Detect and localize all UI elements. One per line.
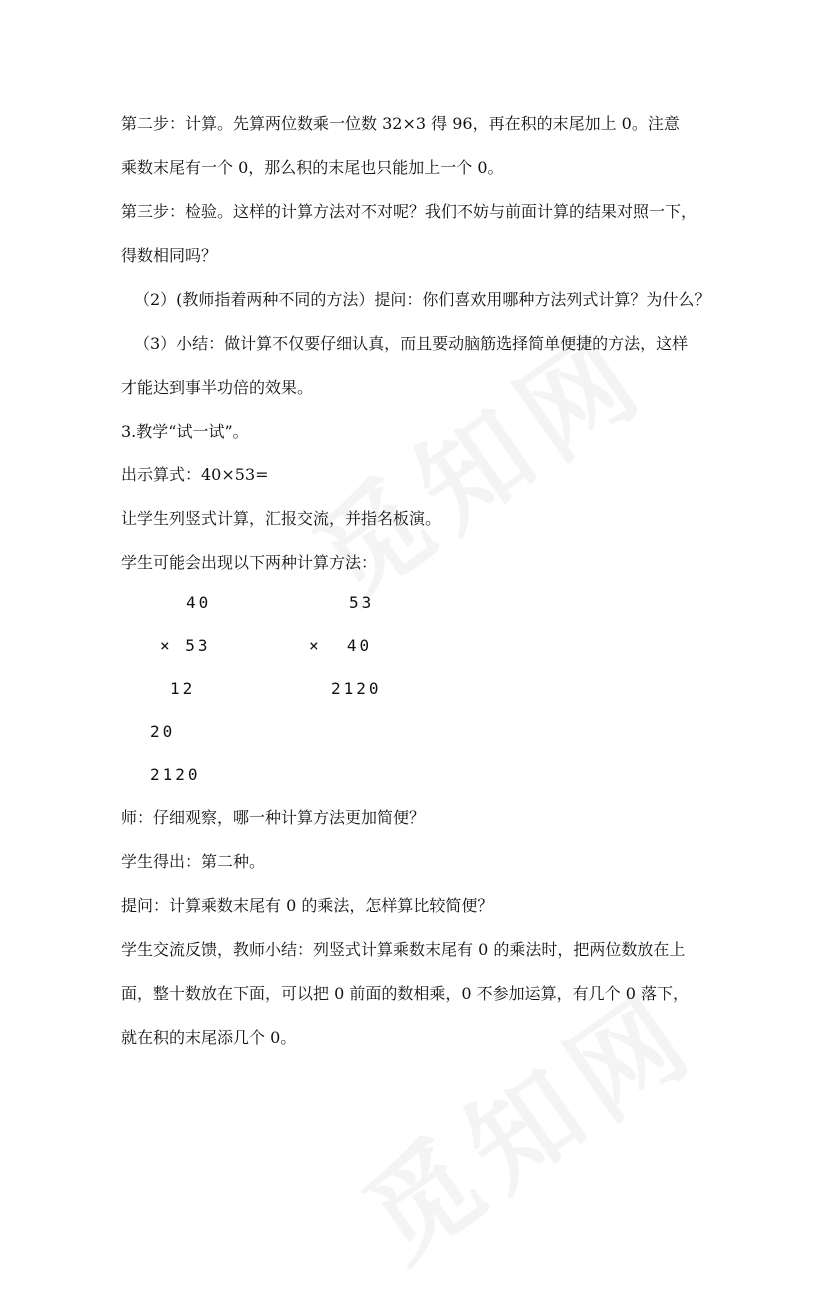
paragraph-question: 提问：计算乘数末尾有 0 的乘法，怎样算比较简便？ [121,896,494,915]
paragraph-conclusion-end: 就在积的末尾添几个 0。 [121,1028,297,1047]
paragraph-summary3-cont: 才能达到事半功倍的效果。 [121,378,314,397]
calc-right-top: 53 [349,593,375,612]
paragraph-instructions: 让学生列竖式计算，汇报交流，并指名板演。 [121,509,442,528]
calc-left-partial1: 12 [170,679,196,698]
calc-left-top: 40 [186,593,212,612]
paragraph-summary3: （3）小结：做计算不仅要仔细认真，而且要动脑筋选择简单便捷的方法，这样 [134,334,689,353]
paragraph-step2-cont: 乘数末尾有一个 0，那么积的末尾也只能加上一个 0。 [121,158,504,177]
section-heading-try: 3.教学“试一试”。 [121,422,249,441]
paragraph-two-methods: 学生可能会出现以下两种计算方法： [121,553,378,572]
calc-left-partial2: 20 [150,722,176,741]
paragraph-step3: 第三步：检验。这样的计算方法对不对呢？我们不妨与前面计算的结果对照一下， [121,202,698,221]
paragraph-conclusion: 学生交流反馈，教师小结：列竖式计算乘数末尾有 0 的乘法时，把两位数放在上 [121,940,686,959]
calc-right-multiplier: × 40 [309,636,373,655]
calc-left-result: 2120 [150,765,201,784]
paragraph-step2: 第二步：计算。先算两位数乘一位数 32×3 得 96，再在积的末尾加上 0。注意 [121,114,680,133]
paragraph-expression: 出示算式：40×53= [121,465,269,484]
paragraph-step3-cont: 得数相同吗？ [121,246,218,265]
paragraph-conclusion-cont: 面，整十数放在下面，可以把 0 前面的数相乘，0 不参加运算，有几个 0 落下， [121,984,689,1003]
calc-left-multiplier: × 53 [160,636,211,655]
calc-right-result: 2120 [331,679,382,698]
paragraph-teacher-question: 师：仔细观察，哪一种计算方法更加简便？ [121,808,426,827]
paragraph-student-answer: 学生得出：第二种。 [121,852,266,871]
paragraph-question2: （2）(教师指着两种不同的方法）提问：你们喜欢用哪种方法列式计算？为什么？ [134,290,711,309]
